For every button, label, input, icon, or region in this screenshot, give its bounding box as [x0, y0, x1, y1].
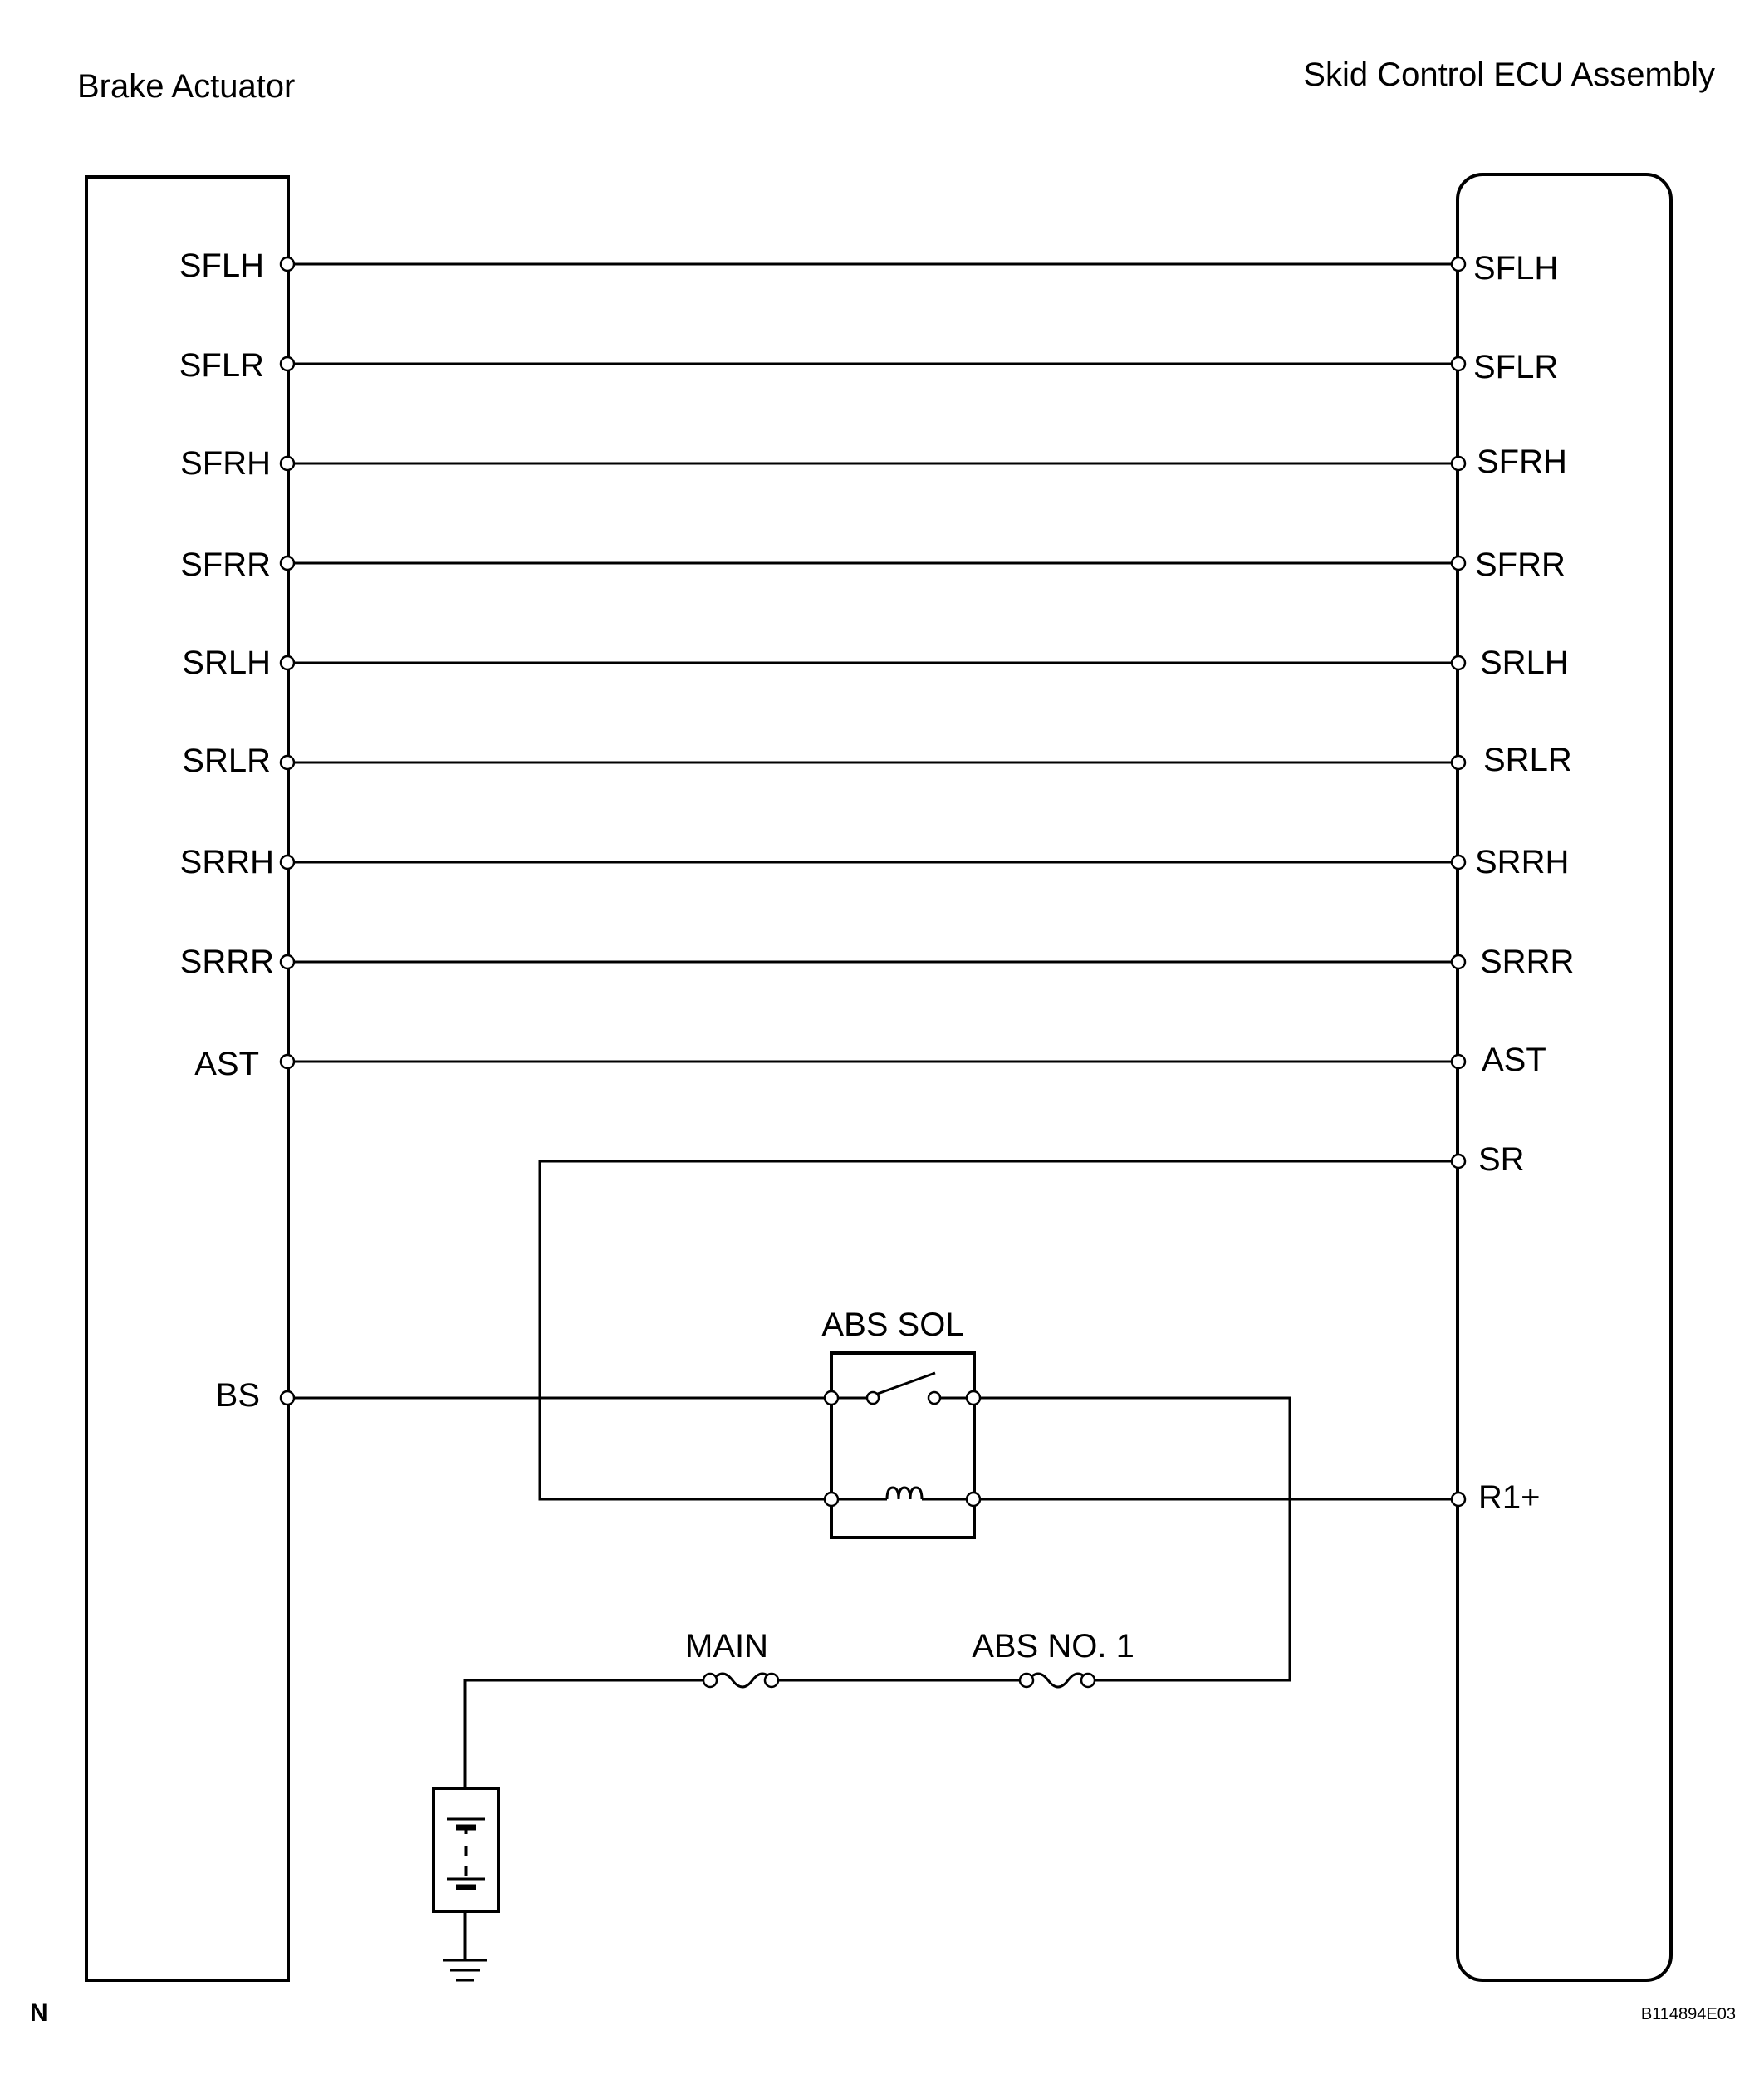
connector-pin [1452, 1055, 1465, 1068]
abs-sol-relay [821, 1307, 980, 1537]
wire-sr-loop [540, 1161, 1458, 1499]
left-pin-label-bs: BS [215, 1377, 260, 1414]
relay-label: ABS SOL [821, 1307, 964, 1343]
fuse-label: MAIN [685, 1628, 768, 1665]
connector-pin [1452, 656, 1465, 669]
battery-icon [434, 1788, 498, 1911]
connector-pin [1452, 357, 1465, 370]
relay-coil-icon [887, 1488, 922, 1499]
fuse-icon [1028, 1674, 1088, 1687]
left-pin-label: SFRH [180, 445, 271, 482]
fuse-terminal [765, 1674, 778, 1687]
corner-letter: N [30, 1999, 48, 2027]
ground-icon [443, 1911, 487, 1980]
right-pin-label: SFRR [1475, 547, 1566, 583]
right-pin-label: SRRR [1480, 944, 1575, 980]
connector-pin [281, 756, 294, 769]
fuse-abs-no1 [972, 1628, 1134, 1687]
left-pin-label: SRLH [182, 645, 271, 681]
connector-pin [1452, 557, 1465, 570]
connector-pin [281, 357, 294, 370]
right-pin-label: SRLH [1480, 645, 1569, 681]
signal-wires [287, 264, 1458, 1062]
connector-pin [281, 557, 294, 570]
left-pin-label: SRRH [179, 844, 274, 880]
fuse-terminal [1081, 1674, 1095, 1687]
connector-pin [1452, 257, 1465, 271]
connector-pin [281, 656, 294, 669]
connector-pin [281, 1055, 294, 1068]
fuse-label: ABS NO. 1 [972, 1628, 1134, 1665]
connector-pin [281, 955, 294, 968]
relay-switch-contact [929, 1392, 940, 1404]
connector-pin [281, 257, 294, 271]
connector-pin [1452, 756, 1465, 769]
skid-control-ecu-title: Skid Control ECU Assembly [1303, 56, 1715, 93]
connector-pin [281, 1391, 294, 1405]
relay-terminal [825, 1493, 838, 1506]
fuse-terminal [703, 1674, 717, 1687]
left-pin-label: SFLH [179, 248, 264, 284]
left-pin-label: SFRR [180, 547, 271, 583]
right-pin-label: SFRH [1477, 444, 1567, 480]
brake-actuator-title: Brake Actuator [77, 68, 296, 105]
relay-terminal [825, 1391, 838, 1405]
right-pin-labels [1473, 250, 1574, 1516]
figure-code: B114894E03 [1640, 2005, 1736, 2023]
relay-switch-contact [867, 1392, 879, 1404]
left-pin-label: AST [194, 1046, 259, 1082]
right-pin-label: SRLR [1483, 742, 1572, 778]
connector-pin [281, 856, 294, 869]
connector-pin [1452, 1155, 1465, 1168]
wire-fuse-to-battery [465, 1680, 710, 1788]
right-pin-label-r1plus: R1+ [1478, 1479, 1541, 1516]
right-pin-label-sr: SR [1478, 1141, 1525, 1178]
connector-pin [1452, 856, 1465, 869]
relay-terminal [967, 1391, 980, 1405]
left-pin-labels [179, 248, 274, 1414]
connector-pin [1452, 457, 1465, 470]
left-pin-label: SRLR [182, 743, 271, 779]
relay-terminal [967, 1493, 980, 1506]
left-pin-label: SFLR [179, 347, 264, 384]
right-pin-label: SFLR [1473, 349, 1559, 385]
connector-pin [1452, 1493, 1465, 1506]
left-pin-label: SRRR [179, 944, 274, 980]
fuse-main [685, 1628, 778, 1687]
right-pin-label: SRRH [1475, 844, 1570, 880]
relay-box [831, 1353, 974, 1537]
connector-pin [281, 457, 294, 470]
connector-pin [1452, 955, 1465, 968]
fuse-terminal [1020, 1674, 1033, 1687]
right-pin-label: AST [1482, 1042, 1546, 1078]
right-pin-label: SFLH [1473, 250, 1559, 287]
relay-switch-blade [875, 1373, 935, 1395]
fuse-icon [713, 1674, 772, 1687]
